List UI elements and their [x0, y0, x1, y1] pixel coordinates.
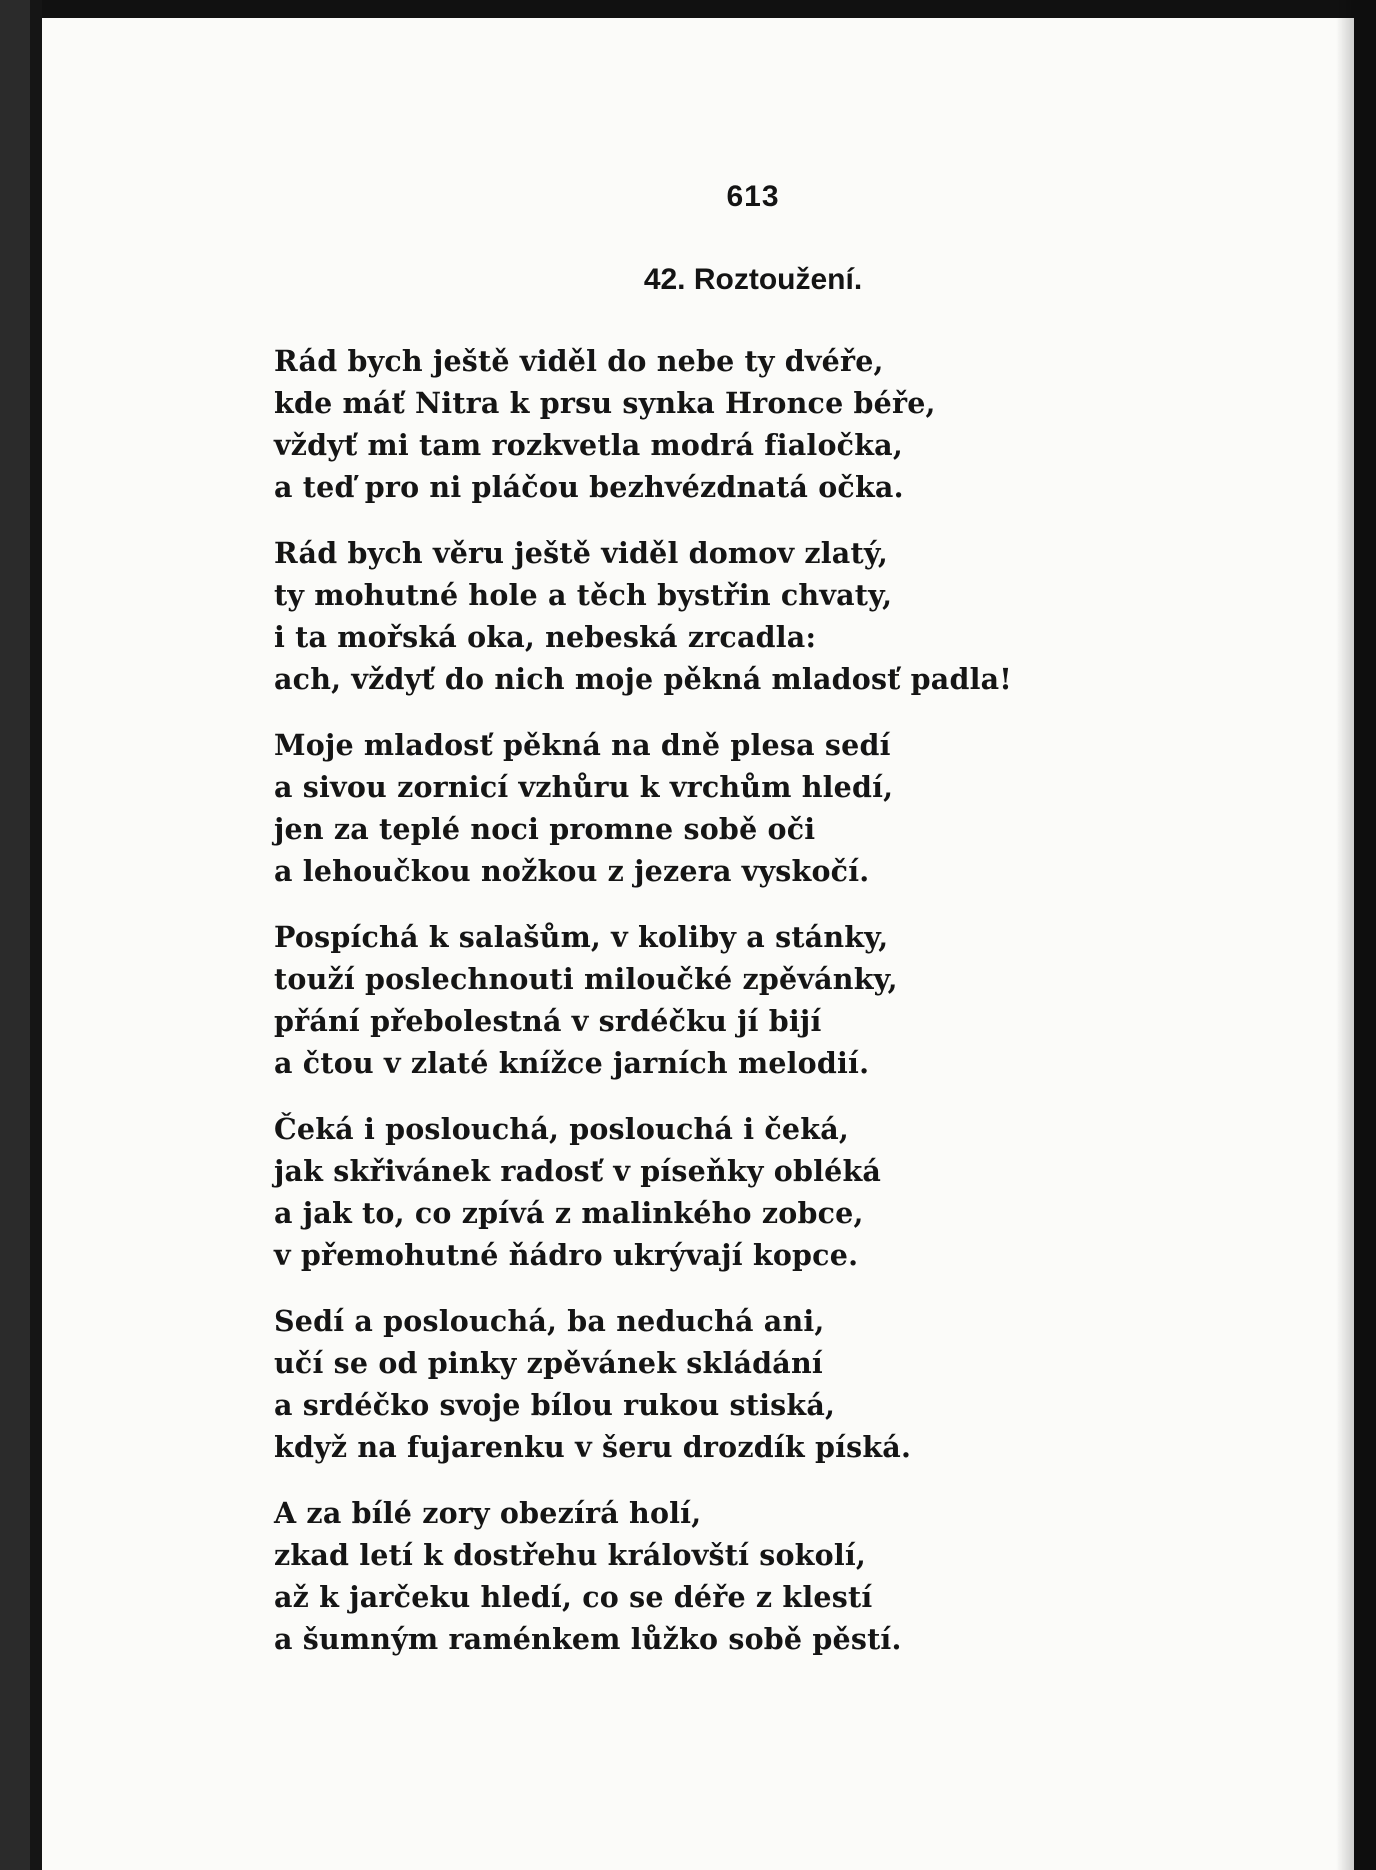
page-number: 613	[726, 180, 780, 213]
scan-right-border	[1354, 0, 1376, 1870]
verse-line: až k jarčeku hledí, co se déře z klestí	[274, 1580, 873, 1614]
stanza-5	[274, 1108, 1274, 1276]
verse-line: ach, vždyť do nich moje pěkná mladosť padla!	[274, 662, 1012, 696]
verse-line: jen za teplé noci promne sobě oči	[274, 812, 816, 846]
verse-line: jak skřivánek radosť v píseňky obléká	[274, 1154, 882, 1188]
verse-line: přání přebolestná v srdéčku jí bijí	[274, 1004, 822, 1038]
verse-line: Rád bych věru ještě viděl domov zlatý,	[274, 536, 888, 570]
verse-line: když na fujarenku v šeru drozdík píská.	[274, 1430, 912, 1464]
scan-top-border	[0, 0, 1376, 18]
poem-body	[274, 340, 1274, 1684]
verse-line: touží poslechnouti miloučké zpěvánky,	[274, 962, 898, 996]
stanza-3	[274, 724, 1274, 892]
verse-line: zkad letí k dostřehu královští sokolí,	[274, 1538, 867, 1572]
stanza-7	[274, 1492, 1274, 1660]
verse-line: a čtou v zlaté knížce jarních melodií.	[274, 1046, 870, 1080]
book-page	[42, 18, 1354, 1870]
verse-line: A za bílé zory obezírá holí,	[274, 1496, 702, 1530]
verse-line: vždyť mi tam rozkvetla modrá fialočka,	[274, 428, 903, 462]
scan-left-border-shadow	[30, 0, 42, 1870]
stanza-4	[274, 916, 1274, 1084]
verse-line: a sivou zornicí vzhůru k vrchům hledí,	[274, 770, 894, 804]
verse-line: kde máť Nitra k prsu synka Hronce béře,	[274, 386, 936, 420]
verse-line: v přemohutné ňádro ukrývají kopce.	[274, 1238, 859, 1272]
stanza-1	[274, 340, 1274, 508]
verse-line: a teď pro ni pláčou bezhvézdnatá očka.	[274, 470, 904, 504]
verse-line: Čeká i poslouchá, poslouchá i čeká,	[274, 1112, 849, 1146]
verse-line: a jak to, co zpívá z malinkého zobce,	[274, 1196, 864, 1230]
verse-line: a srdéčko svoje bílou rukou stiská,	[274, 1388, 836, 1422]
verse-line: i ta mořská oka, nebeská zrcadla:	[274, 620, 817, 654]
poem-title: 42. Roztoužení.	[643, 263, 863, 296]
verse-line: Sedí a poslouchá, ba neduchá ani,	[274, 1304, 825, 1338]
verse-line: Rád bych ještě viděl do nebe ty dvéře,	[274, 344, 884, 378]
verse-line: učí se od pinky zpěvánek skládání	[274, 1346, 823, 1380]
verse-line: Pospíchá k salašům, v koliby a stánky,	[274, 920, 889, 954]
verse-line: ty mohutné hole a těch bystřin chvaty,	[274, 578, 893, 612]
scan-left-border	[0, 0, 42, 1870]
verse-line: a šumným raménkem lůžko sobě pěstí.	[274, 1622, 902, 1656]
stanza-6	[274, 1300, 1274, 1468]
verse-line: a lehoučkou nožkou z jezera vyskočí.	[274, 854, 870, 888]
stanza-2	[274, 532, 1274, 700]
verse-line: Moje mladosť pěkná na dně plesa sedí	[274, 728, 891, 762]
